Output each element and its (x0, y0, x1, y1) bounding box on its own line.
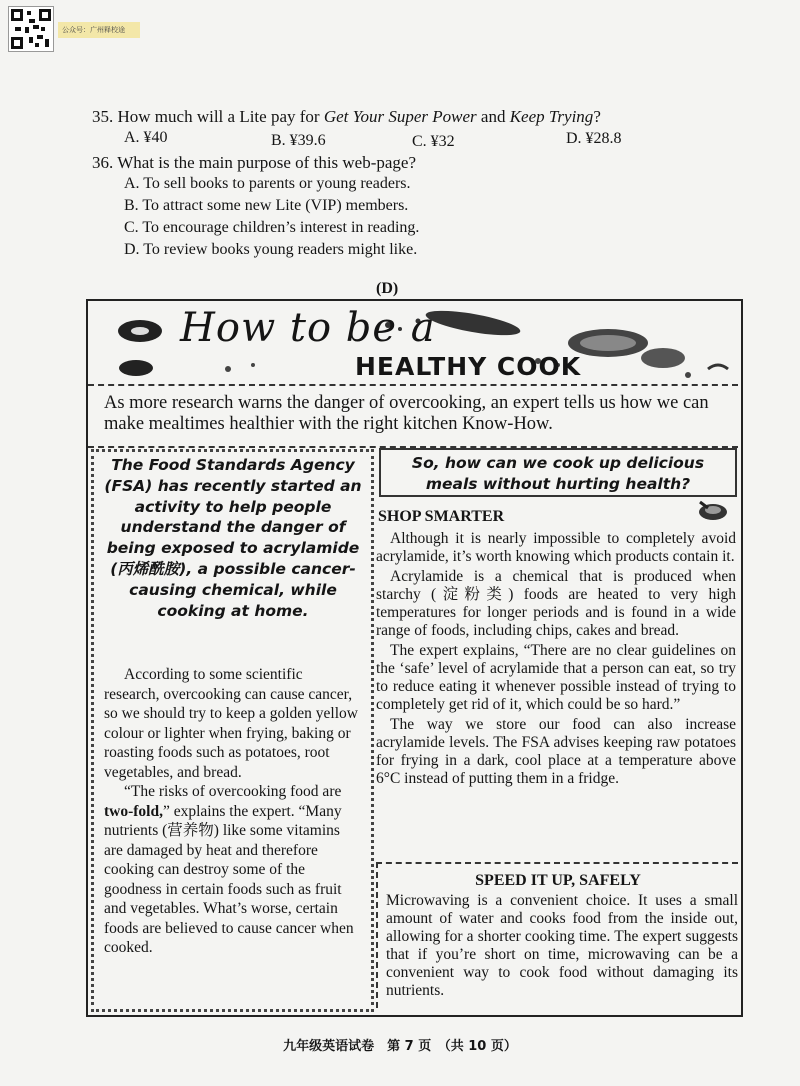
speed-it-up-title: SPEED IT UP, SAFELY (475, 872, 641, 889)
speed-it-up-box (376, 862, 738, 1008)
section-label: (D) (376, 280, 399, 297)
left-body (104, 665, 359, 958)
right-heading: So, how can we cook up delicious meals without hurting health? (411, 454, 705, 493)
watermark-label: 公众号：广州释校途 (58, 22, 140, 38)
qr-code-icon (9, 7, 53, 51)
option-36-b: B. To attract some new Lite (VIP) members. (124, 197, 409, 214)
option-36-c: C. To encourage children’s interest in reading. (124, 219, 420, 236)
banner-title: How to be a (180, 305, 436, 351)
shop-smarter-title: SHOP SMARTER (378, 508, 505, 525)
option-35-b: B. ¥39.6 (271, 132, 326, 149)
question-36: 36. What is the main purpose of this web-page? (92, 153, 417, 172)
right-body (376, 508, 736, 790)
right-paragraph-2: Acrylamide is a chemical that is produced when starchy (淀粉类) foods are heated to very high temperatures for longer periods and is found in a wide range of foods, including chips, cakes and bread. (376, 568, 736, 639)
right-paragraph-1: Although it is nearly impossible to completely avoid acrylamide, it’s worth knowing which products contain it. (376, 530, 736, 565)
left-paragraph-1: According to some scientific research, overcooking can cause cancer, so we should try to keep a golden yellow colour or lighter when frying, baking or roasting foods such as potatoes, root vegetables, and bread. (104, 666, 358, 781)
intro-box (88, 384, 738, 448)
question-35-text: 35. (92, 107, 114, 126)
page-footer: 九年级英语试卷 第 7 页 （共 10 页） (283, 1039, 517, 1054)
left-heading: The Food Standards Agency (FSA) has recently started an activity to help people understand the danger of being exposed to acrylamide (丙烯酰胺), a possible cancer-causing chemical, while cooking at home. (104, 456, 362, 620)
left-paragraph-2 (104, 782, 359, 958)
question-35-text: How much will a Lite pay for (117, 107, 324, 126)
option-35-c: C. ¥32 (412, 133, 455, 150)
book-title-1: Get Your Super Power (323, 107, 477, 126)
question-35-text: and (476, 107, 510, 126)
two-fold-emphasis: two-fold, (104, 802, 163, 820)
option-35-a: A. ¥40 (124, 129, 168, 146)
intro-text: As more research warns the danger of overcooking, an expert tells us how we can make mealtimes healthier with the right kitchen Know-How. (104, 393, 709, 434)
right-paragraph-5: Microwaving is a convenient choice. It uses a small amount of water and cooks food from the inside out, allowing for a shorter cooking time. The expert suggests that if you’re short on time, microwaving can be a convenient way to cook food without damaging its nutrients. (386, 892, 738, 999)
book-title-2: Keep Trying (509, 107, 594, 126)
right-heading-box (379, 448, 737, 497)
left-paragraph-2-text: “The risks of overcooking food are (124, 783, 342, 800)
banner-subtitle: HEALTHY COOK (355, 352, 582, 381)
option-36-a: A. To sell books to parents or young readers. (124, 175, 411, 192)
option-36-d: D. To review books young readers might like. (124, 241, 418, 258)
qr-code-image (8, 6, 54, 52)
right-paragraph-3: The expert explains, “There are no clear guidelines on the ‘safe’ level of acrylamide that a person can eat, so try to reduce eating it whenever possible instead of trying to completely get rid of it, which could be so hard.” (376, 642, 736, 713)
left-paragraph-2-text: ” explains the expert. “Many nutrients (营养物) like some vitamins are damaged by heat and therefore cooking can destroy some of the goodness in certain foods such as fruit and vegetables. What’s worse, certain foods are believed to cause cancer when cooked. (104, 802, 354, 956)
right-paragraph-4: The way we store our food can also increase acrylamide levels. The FSA advises keeping raw potatoes for frying in a dark, cool place at a temperature above 6°C instead of putting them in a fridge. (376, 716, 736, 787)
question-35 (92, 107, 601, 127)
option-35-d: D. ¥28.8 (566, 130, 622, 147)
question-35-text: ? (593, 107, 601, 126)
